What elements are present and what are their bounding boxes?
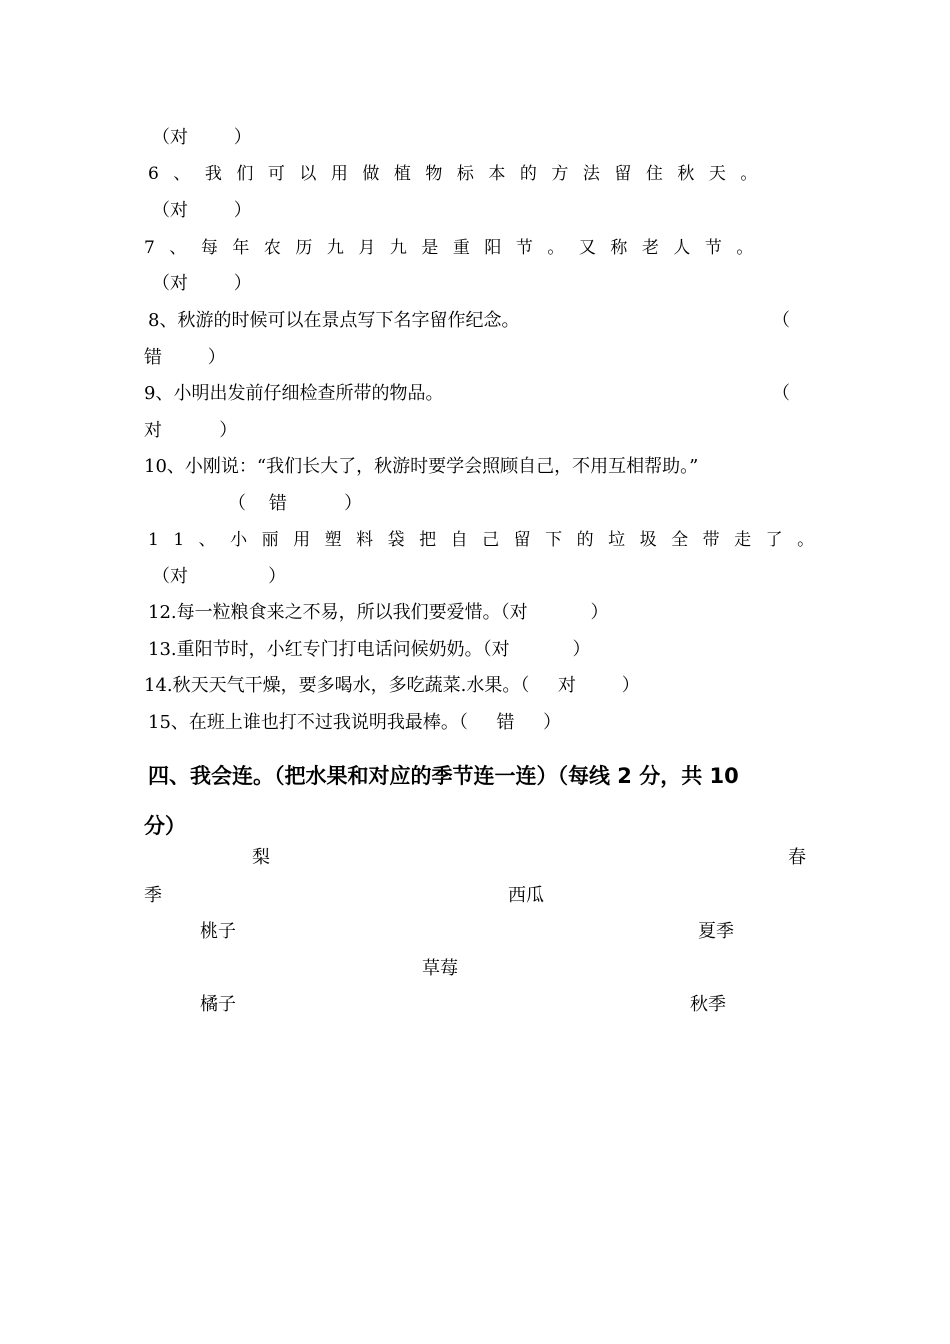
answer-10: （ 错 ） bbox=[228, 493, 363, 514]
question-8: 8、秋游的时候可以在景点写下名字留作纪念。 bbox=[148, 310, 520, 331]
fruit-pear: 梨 bbox=[252, 847, 270, 868]
question-13: 13.重阳节时，小红专门打电话问候奶奶。（对 ） bbox=[148, 639, 591, 660]
season-autumn: 秋季 bbox=[690, 994, 726, 1015]
answer-6: （对 ） bbox=[152, 200, 252, 221]
question-6: 6、我们可以用做植物标本的方法留住秋天。 bbox=[148, 164, 772, 184]
answer-11: （对 ） bbox=[152, 566, 287, 587]
season-summer: 夏季 bbox=[698, 921, 734, 942]
season-spring-part1: 春 bbox=[788, 847, 806, 868]
answer-8-open-bracket: （ bbox=[772, 310, 790, 331]
answer-7: （对 ） bbox=[152, 273, 252, 294]
answer-8: 错 ） bbox=[144, 347, 226, 368]
answer-9-open-bracket: （ bbox=[772, 383, 790, 404]
fruit-watermelon: 西瓜 bbox=[508, 885, 544, 906]
section-4-heading-cont: 分） bbox=[144, 814, 186, 838]
fruit-peach: 桃子 bbox=[200, 921, 236, 942]
question-10: 10、小刚说：“我们长大了，秋游时要学会照顾自己，不用互相帮助。” bbox=[144, 456, 699, 477]
question-12: 12.每一粒粮食来之不易，所以我们要爱惜。（对 ） bbox=[148, 602, 609, 623]
question-11: 11、小丽用塑料袋把自己留下的垃圾全带走了。 bbox=[148, 530, 829, 550]
question-15: 15、在班上谁也打不过我说明我最棒。（ 错 ） bbox=[148, 712, 562, 733]
fruit-orange: 橘子 bbox=[200, 994, 236, 1015]
fruit-strawberry: 草莓 bbox=[422, 958, 458, 979]
season-spring-part2: 季 bbox=[144, 885, 162, 906]
answer-5: （对 ） bbox=[152, 127, 252, 148]
question-9: 9、小明出发前仔细检查所带的物品。 bbox=[144, 383, 444, 404]
question-7: 7、每年农历九月九是重阳节。又称老人节。 bbox=[144, 238, 768, 258]
question-14: 14.秋天天气干燥，要多喝水，多吃蔬菜.水果。（ 对 ） bbox=[144, 675, 640, 696]
section-4-heading: 四、我会连。（把水果和对应的季节连一连）（每线 2 分，共 10 bbox=[148, 764, 739, 788]
answer-9: 对 ） bbox=[144, 420, 238, 441]
